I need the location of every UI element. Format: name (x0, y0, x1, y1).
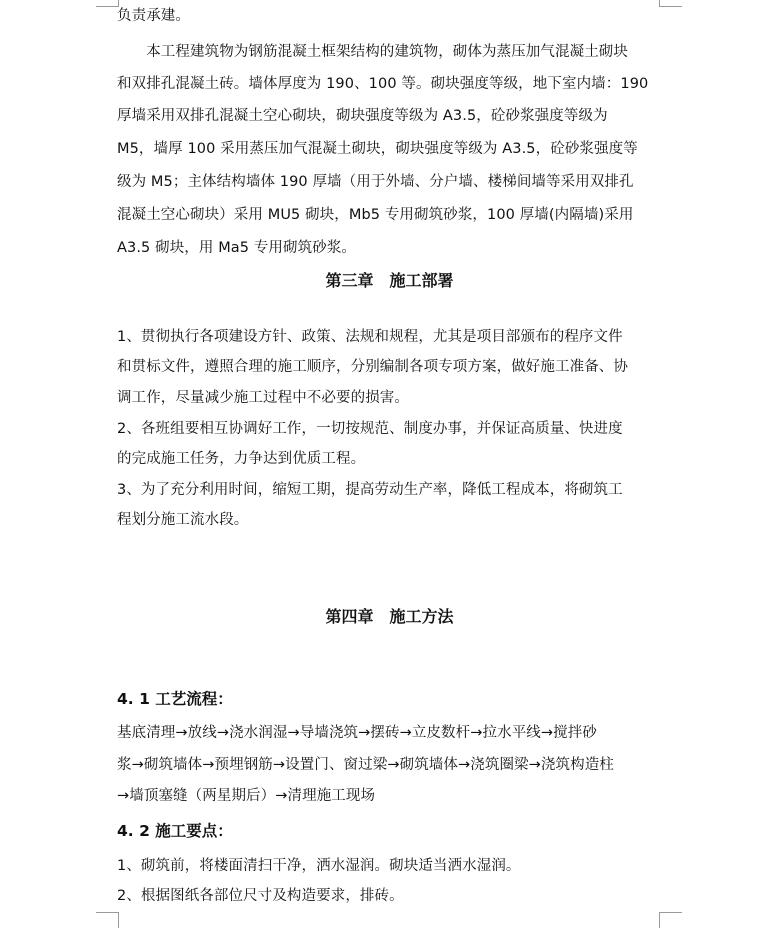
body-text-line: 程划分施工流水段。 (117, 512, 249, 528)
body-text-line: 3、为了充分利用时间，缩短工期，提高劳动生产率，降低工程成本，将砌筑工 (117, 482, 623, 498)
body-text-line: 调工作，尽量减少施工过程中不必要的损害。 (117, 390, 409, 406)
crop-mark-top-left (96, 0, 119, 7)
body-text-line: 负责承建。 (117, 8, 190, 24)
section-heading: 4. 2 施工要点： (117, 822, 233, 840)
body-text-line: 厚墙采用双排孔混凝土空心砌块，砌块强度等级为 A3.5，砼砂浆强度等级为 (117, 108, 608, 124)
crop-mark-bottom-left (96, 912, 119, 928)
body-text-line: 和贯标文件，遵照合理的施工顺序，分别编制各项专项方案，做好施工准备、协 (117, 359, 628, 375)
body-text-line: 浆→砌筑墙体→预埋钢筋→设置门、窗过梁→砌筑墙体→浇筑圈梁→浇筑构造柱 (117, 757, 614, 773)
body-text-line: 和双排孔混凝土砖。墙体厚度为 190、100 等。砌块强度等级，地下室内墙：190 (117, 76, 649, 92)
body-text-line: 1、砌筑前，将楼面清扫干净，洒水湿润。砌块适当洒水湿润。 (117, 858, 521, 874)
chapter-heading: 第三章 施工部署 (325, 271, 454, 290)
body-text-line: 级为 M5；主体结构墙体 190 厚墙（用于外墙、分户墙、楼梯间墙等采用双排孔 (117, 174, 634, 190)
body-text-line: A3.5 砌块，用 Ma5 专用砌筑砂浆。 (117, 240, 357, 256)
body-text-line: 混凝土空心砌块）采用 MU5 砌块，Mb5 专用砌筑砂浆，100 厚墙(内隔墙)采用 (117, 207, 634, 223)
body-text-line: 基底清理→放线→浇水润湿→导墙浇筑→摆砖→立皮数杆→拉水平线→搅拌砂 (117, 725, 597, 741)
crop-mark-bottom-right (659, 912, 682, 928)
section-heading: 4. 1 工艺流程： (117, 690, 233, 708)
body-text-line: 的完成施工任务，力争达到优质工程。 (117, 451, 366, 467)
chapter-heading: 第四章 施工方法 (325, 607, 454, 626)
body-text-line: →墙顶塞缝（两星期后）→清理施工现场 (117, 788, 376, 804)
body-text-line: 本工程建筑物为钢筋混凝土框架结构的建筑物，砌体为蒸压加气混凝土砌块 (117, 44, 628, 60)
crop-mark-top-right (659, 0, 682, 7)
body-text-line: 2、各班组要相互协调好工作，一切按规范、制度办事，并保证高质量、快进度 (117, 421, 623, 437)
body-text-line: M5，墙厚 100 采用蒸压加气混凝土砌块，砌块强度等级为 A3.5，砼砂浆强度等 (117, 141, 638, 157)
body-text-line: 2、根据图纸各部位尺寸及构造要求，排砖。 (117, 888, 404, 904)
body-text-line: 1、贯彻执行各项建设方针、政策、法规和规程，尤其是项目部颁布的程序文件 (117, 329, 623, 345)
